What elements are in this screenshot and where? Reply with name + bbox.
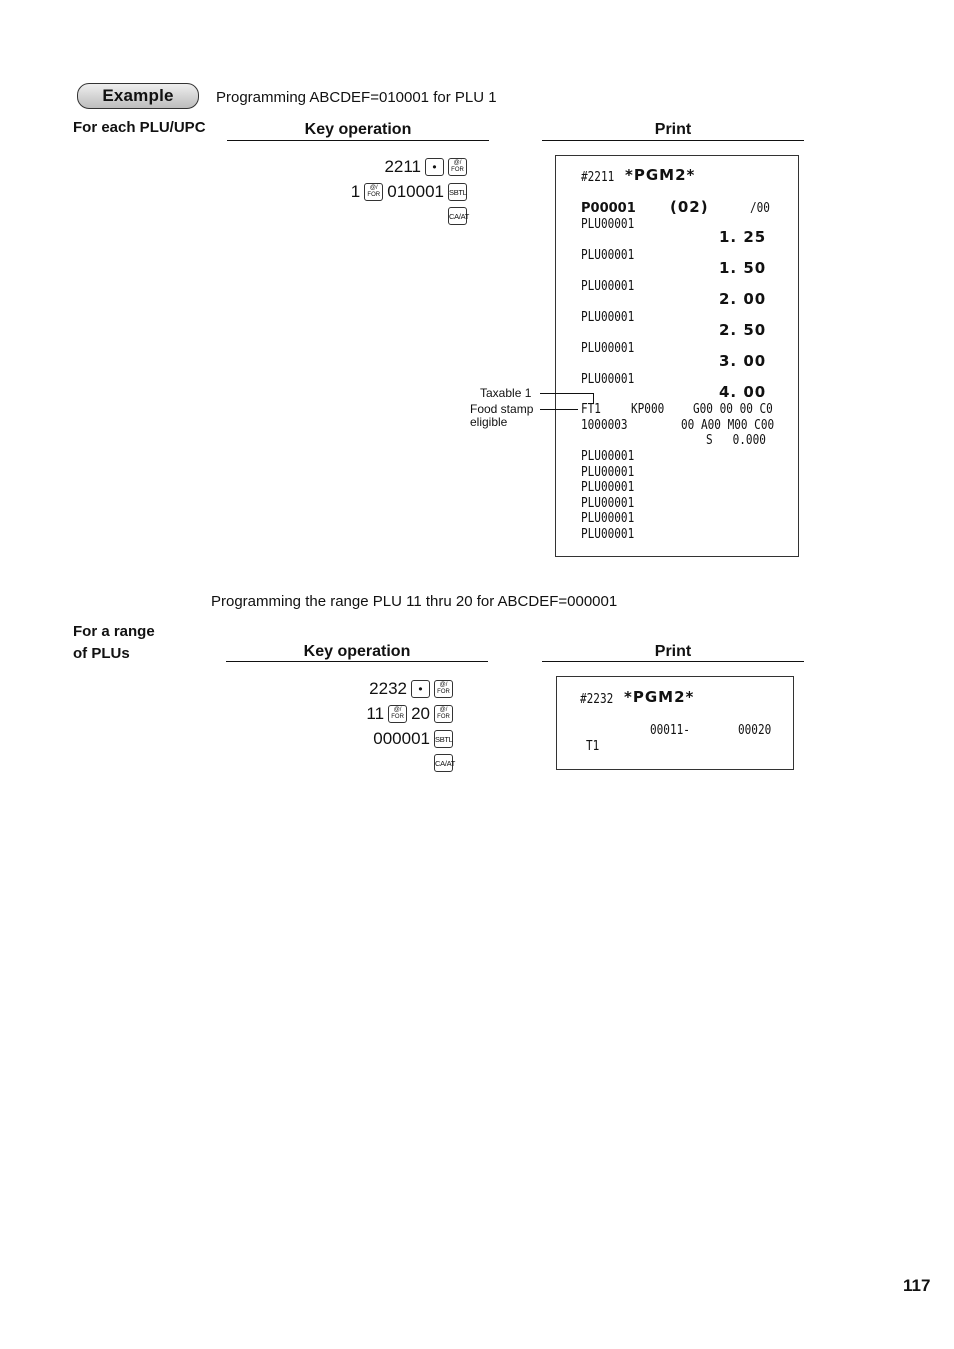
receipt-line: /00: [750, 201, 770, 216]
sbtl-key[interactable]: SBTL: [434, 730, 453, 748]
receipt-line: G00 00 00 C0: [693, 402, 773, 417]
for-key[interactable]: [434, 705, 453, 723]
receipt-line: PLU00001: [581, 217, 635, 232]
key-operation-rule-2: [226, 661, 488, 662]
receipt-line: 4. 00: [719, 383, 767, 401]
key-number: 000001: [373, 729, 430, 748]
receipt-line: 00 A00 M00 C00: [681, 418, 775, 433]
ca-at-key[interactable]: CA/AT: [434, 754, 453, 772]
section2-label-1: For a range: [73, 623, 155, 640]
receipt-2: [556, 676, 794, 770]
receipt-line: P00001: [581, 201, 636, 216]
for-key-top: @/: [439, 707, 448, 713]
key-number: 11: [366, 704, 385, 723]
for-key-bottom: FOR: [451, 167, 464, 173]
for-key-top: @/: [439, 682, 448, 688]
receipt-line: PLU00001: [581, 511, 635, 526]
section1-intro: Programming ABCDEF=010001 for PLU 1: [216, 89, 497, 106]
receipt-1: [555, 155, 799, 557]
receipt-line: 3. 00: [719, 352, 767, 370]
for-key[interactable]: [448, 158, 467, 176]
receipt-line: PLU00001: [581, 279, 635, 294]
example-badge: Example: [77, 83, 199, 109]
key-number: 2211: [384, 157, 421, 176]
for-key-bottom: FOR: [391, 714, 404, 720]
receipt-line: *PGM2*: [624, 688, 695, 706]
key-line: [369, 678, 453, 700]
decimal-point-key[interactable]: [411, 680, 430, 698]
for-key-top: @/: [393, 707, 402, 713]
for-key-bottom: FOR: [367, 192, 381, 198]
key-line: [384, 156, 467, 178]
receipt-line: 1. 50: [719, 259, 767, 277]
receipt-line: PLU00001: [581, 465, 635, 480]
for-key-bottom: FOR: [437, 714, 450, 720]
key-operation-rule: [227, 140, 489, 141]
key-number: 1: [350, 182, 361, 201]
receipt-line: 2. 50: [719, 321, 767, 339]
key-number: 2232: [369, 679, 407, 698]
section1-label: For each PLU/UPC: [73, 119, 206, 136]
receipt-line: 00011-: [650, 723, 690, 738]
receipt-line: PLU00001: [581, 496, 635, 511]
receipt-line: 1000003: [581, 418, 628, 433]
section2-intro: Programming the range PLU 11 thru 20 for ABCDEF=000001: [211, 593, 618, 610]
receipt-line: *PGM2*: [625, 166, 696, 184]
receipt-line: (02): [670, 198, 709, 216]
print-rule: [542, 140, 804, 141]
key-line: [366, 703, 453, 725]
receipt-line: 2. 00: [719, 290, 767, 308]
receipt-line: PLU00001: [581, 341, 635, 356]
page-number: 117: [903, 1276, 931, 1295]
decimal-point-key[interactable]: [425, 158, 444, 176]
section2-label-2: of PLUs: [73, 645, 130, 662]
key-number: 20: [411, 704, 430, 723]
receipt-line: 00020: [738, 723, 772, 738]
receipt-line: FT1: [581, 402, 601, 417]
food-stamp-annotation-2: eligible: [470, 415, 508, 429]
for-key-bottom: FOR: [437, 689, 450, 695]
key-number: 010001: [387, 182, 444, 201]
receipt-line: 1. 25: [719, 228, 767, 246]
receipt-line: T1: [586, 739, 600, 754]
receipt-line: PLU00001: [581, 372, 635, 387]
key-line: [351, 181, 467, 203]
taxable-annotation: Taxable 1: [480, 386, 532, 400]
receipt-line: PLU00001: [581, 480, 635, 495]
food-stamp-annotation: Food stamp: [470, 402, 534, 416]
receipt-line: #2211: [581, 170, 615, 185]
taxable-leader-vertical: [593, 393, 594, 404]
receipt-line: PLU00001: [581, 248, 635, 263]
print-heading: Print: [654, 121, 692, 138]
food-stamp-leader: [540, 409, 578, 410]
key-line: [434, 752, 456, 774]
receipt-line: PLU00001: [581, 449, 635, 464]
for-key[interactable]: [434, 680, 453, 698]
receipt-line: PLU00001: [581, 310, 635, 325]
receipt-line: #2232: [580, 692, 614, 707]
key-line: [373, 728, 453, 750]
key-line: [448, 205, 470, 227]
for-key-top: @/: [369, 185, 378, 191]
key-operation-heading-2: Key operation: [303, 643, 411, 660]
receipt-line: S 0.000: [706, 433, 766, 448]
for-key[interactable]: [364, 183, 383, 201]
print-rule-2: [542, 661, 804, 662]
for-key[interactable]: [388, 705, 407, 723]
for-key-top: @/: [453, 160, 462, 166]
ca-at-key[interactable]: CA/AT: [448, 207, 467, 225]
receipt-line: PLU00001: [581, 527, 635, 542]
receipt-line: KP000: [631, 402, 665, 417]
taxable-leader: [540, 393, 593, 394]
print-heading-2: Print: [654, 643, 692, 660]
sbtl-key[interactable]: SBTL: [448, 183, 467, 201]
key-operation-heading: Key operation: [304, 121, 412, 138]
